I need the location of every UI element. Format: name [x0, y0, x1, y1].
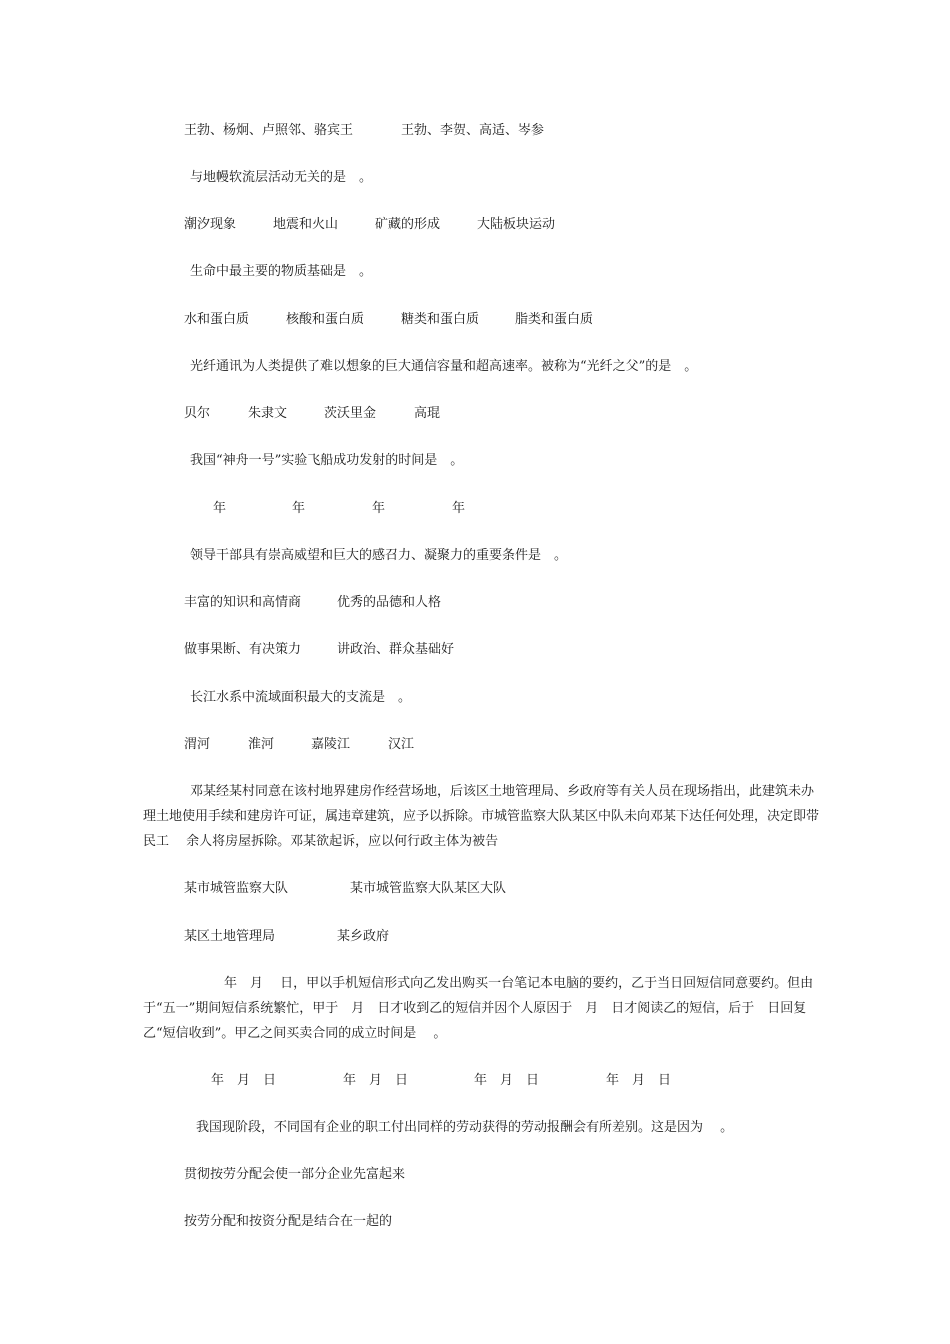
- option-a: 潮汐现象: [184, 217, 237, 232]
- option-c: 年: [372, 501, 386, 516]
- option-b: 核酸和蛋白质: [286, 312, 365, 327]
- option-b: 淮河: [248, 737, 275, 752]
- question-text: 我国“神舟一号”实验飞船成功发射的时间是 。: [190, 453, 464, 468]
- option-a: 贝尔: [184, 406, 211, 421]
- option-b: 年: [292, 501, 306, 516]
- option-d: 脂类和蛋白质: [515, 312, 594, 327]
- question-text: 与地幔软流层活动无关的是 。: [190, 170, 373, 185]
- option-a: 水和蛋白质: [184, 312, 250, 327]
- option-a: 年 月 日: [211, 1073, 277, 1088]
- option-d: 年: [452, 501, 466, 516]
- question-text: 领导干部具有崇高威望和巨大的感召力、凝聚力的重要条件是 。: [190, 548, 568, 563]
- option-d: 年 月 日: [606, 1073, 672, 1088]
- option-a: 贯彻按劳分配会使一部分企业先富起来: [184, 1167, 406, 1182]
- option-d: 大陆板块运动: [477, 217, 556, 232]
- option-d: 某乡政府: [337, 929, 390, 944]
- option-b: 优秀的品德和人格: [337, 595, 442, 610]
- option-b: 地震和火山: [273, 217, 339, 232]
- option-a: 丰富的知识和高情商: [184, 595, 302, 610]
- option-c: 某区土地管理局: [184, 929, 276, 944]
- question-line: 民工 余人将房屋拆除。邓某欲起诉，应以何行政主体为被告: [143, 834, 499, 849]
- option-d: 高琨: [414, 406, 441, 421]
- option-b: 朱隶文: [248, 406, 288, 421]
- option-c: 糖类和蛋白质: [401, 312, 480, 327]
- option-a: 渭河: [184, 737, 211, 752]
- question-text: 生命中最主要的物质基础是 。: [190, 264, 373, 279]
- question-text: 光纤通讯为人类提供了难以想象的巨大通信容量和超高速率。被称为“光纤之父”的是 。: [190, 359, 698, 374]
- option-a: 年: [213, 501, 227, 516]
- question-line: 理土地使用手续和建房许可证，属违章建筑，应予以拆除。市城管监察大队某区中队未向邓某下达任何处理，决定即带: [143, 809, 820, 824]
- option-b: 王勃、李贺、高适、岑参: [401, 123, 545, 138]
- question-text: 长江水系中流域面积最大的支流是 。: [190, 690, 412, 705]
- question-text: 我国现阶段，不同国有企业的职工付出同样的劳动获得的劳动报酬会有所差别。这是因为 。: [196, 1120, 734, 1135]
- question-line: 邓某经某村同意在该村地界建房作经营场地，后该区土地管理局、乡政府等有关人员在现场指出，此建筑未办: [190, 784, 815, 799]
- option-c: 年 月 日: [474, 1073, 540, 1088]
- question-line: 年 月 日，甲以手机短信形式向乙发出购买一台笔记本电脑的要约，乙于当日回短信同意要约。但由: [224, 976, 814, 991]
- question-line: 乙“短信收到”。甲乙之间买卖合同的成立时间是 。: [143, 1026, 447, 1041]
- option-b: 按劳分配和按资分配是结合在一起的: [184, 1214, 393, 1229]
- option-c: 茨沃里金: [324, 406, 377, 421]
- question-line: 于“五一”期间短信系统繁忙，甲于 月 日才收到乙的短信并因个人原因于 月 日才阅读乙的短信，后于 日回复: [143, 1001, 807, 1016]
- option-c: 嘉陵江: [311, 737, 351, 752]
- option-b: 某市城管监察大队某区大队: [350, 881, 507, 896]
- option-a: 某市城管监察大队: [184, 881, 289, 896]
- option-c: 做事果断、有决策力: [184, 642, 302, 657]
- option-b: 年 月 日: [343, 1073, 409, 1088]
- option-d: 汉江: [388, 737, 415, 752]
- option-c: 矿藏的形成: [375, 217, 441, 232]
- option-d: 讲政治、群众基础好: [337, 642, 455, 657]
- option-a: 王勃、杨炯、卢照邻、骆宾王: [184, 123, 354, 138]
